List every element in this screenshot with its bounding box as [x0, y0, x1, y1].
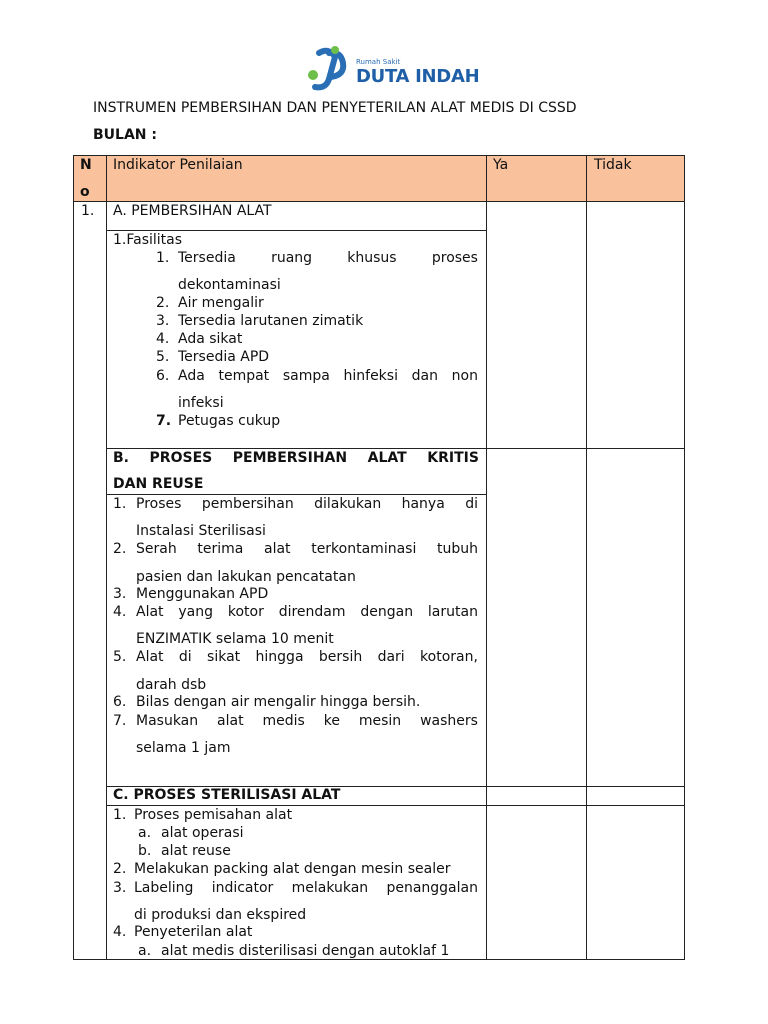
list-item-continuation: Instalasi Sterilisasi	[136, 523, 266, 539]
list-item-number: 1.	[156, 250, 170, 266]
list-item-number: 4.	[113, 924, 127, 940]
header-no: N	[80, 157, 92, 173]
list-item: Proses pemisahan alat	[134, 807, 293, 823]
list-item-number: 2.	[113, 861, 127, 877]
list-item-number: 4.	[156, 331, 170, 347]
document-title: INSTRUMEN PEMBERSIHAN DAN PENYETERILAN ALAT MEDIS DI CSSD	[93, 100, 577, 116]
list-item: Ada sikat	[178, 331, 243, 347]
list-item-number: 4.	[113, 604, 127, 620]
section-c-title: C. PROSES STERILISASI ALAT	[113, 787, 341, 803]
section-b-title-continuation: DAN REUSE	[113, 476, 204, 492]
list-item: Serah terima alat terkontaminasi tubuh	[136, 541, 478, 557]
list-item-number: 2.	[113, 541, 127, 557]
list-item: Petugas cukup	[178, 413, 281, 429]
list-item-continuation: pasien dan lakukan pencatatan	[136, 569, 356, 585]
list-item-number: 3.	[156, 313, 170, 329]
list-item-continuation: infeksi	[178, 395, 224, 411]
list-item: Proses pembersihan dilakukan hanya di	[136, 496, 478, 512]
list-item-number: 7.	[156, 413, 172, 429]
list-item-number: 2.	[156, 295, 170, 311]
section-a-title: A. PEMBERSIHAN ALAT	[113, 203, 272, 219]
list-item: Menggunakan APD	[136, 586, 269, 602]
list-item-number: 6.	[156, 368, 170, 384]
header-indicator: Indikator Penilaian	[113, 157, 243, 173]
list-item-number: a.	[138, 825, 152, 841]
list-item: Alat di sikat hingga bersih dari kotoran,	[136, 649, 478, 665]
logo-name: DUTA INDAH	[356, 66, 480, 87]
list-item: Alat yang kotor direndam dengan larutan	[136, 604, 478, 620]
list-item: Penyeterilan alat	[134, 924, 253, 940]
list-item-number: b.	[138, 843, 152, 859]
list-item: Bilas dengan air mengalir hingga bersih.	[136, 694, 421, 710]
list-item-number: 7.	[113, 713, 127, 729]
list-item: Tersedia larutanen zimatik	[178, 313, 364, 329]
logo-subtitle: Rumah Sakit	[356, 58, 401, 66]
list-item: Labeling indicator melakukan penanggalan	[134, 880, 478, 896]
list-item: Masukan alat medis ke mesin washers	[136, 713, 478, 729]
header-yes: Ya	[493, 157, 509, 173]
header-tidak: Tidak	[594, 157, 632, 173]
list-item: Tersedia ruang khusus proses	[178, 250, 478, 266]
header-no-2: o	[80, 184, 90, 200]
list-item-continuation: ENZIMATIK selama 10 menit	[136, 631, 334, 647]
list-item-number: 3.	[113, 586, 127, 602]
list-item-continuation: di produksi dan ekspired	[134, 907, 307, 923]
list-item-number: 5.	[113, 649, 127, 665]
list-item-number: a.	[138, 943, 152, 959]
row-number: 1.	[81, 203, 95, 219]
list-item: Ada tempat sampa hinfeksi dan non	[178, 368, 478, 384]
list-item-number: 6.	[113, 694, 127, 710]
facility-label: 1.Fasilitas	[113, 232, 183, 248]
list-item: Tersedia APD	[178, 349, 270, 365]
list-item-continuation: darah dsb	[136, 677, 207, 693]
list-item: Melakukan packing alat dengan mesin sealer	[134, 861, 451, 877]
section-b-title: B. PROSES PEMBERSIHAN ALAT KRITIS	[113, 450, 479, 466]
list-item: alat medis disterilisasi dengan autoklaf 1	[161, 943, 450, 959]
list-item-number: 1.	[113, 496, 127, 512]
list-item-number: 3.	[113, 880, 127, 896]
list-item: alat reuse	[161, 843, 231, 859]
list-item-continuation: selama 1 jam	[136, 740, 231, 756]
month-label: BULAN :	[93, 127, 157, 143]
list-item-continuation: dekontaminasi	[178, 277, 281, 293]
list-item: alat operasi	[161, 825, 244, 841]
list-item: Air mengalir	[178, 295, 264, 311]
list-item-number: 5.	[156, 349, 170, 365]
list-item-number: 1.	[113, 807, 127, 823]
